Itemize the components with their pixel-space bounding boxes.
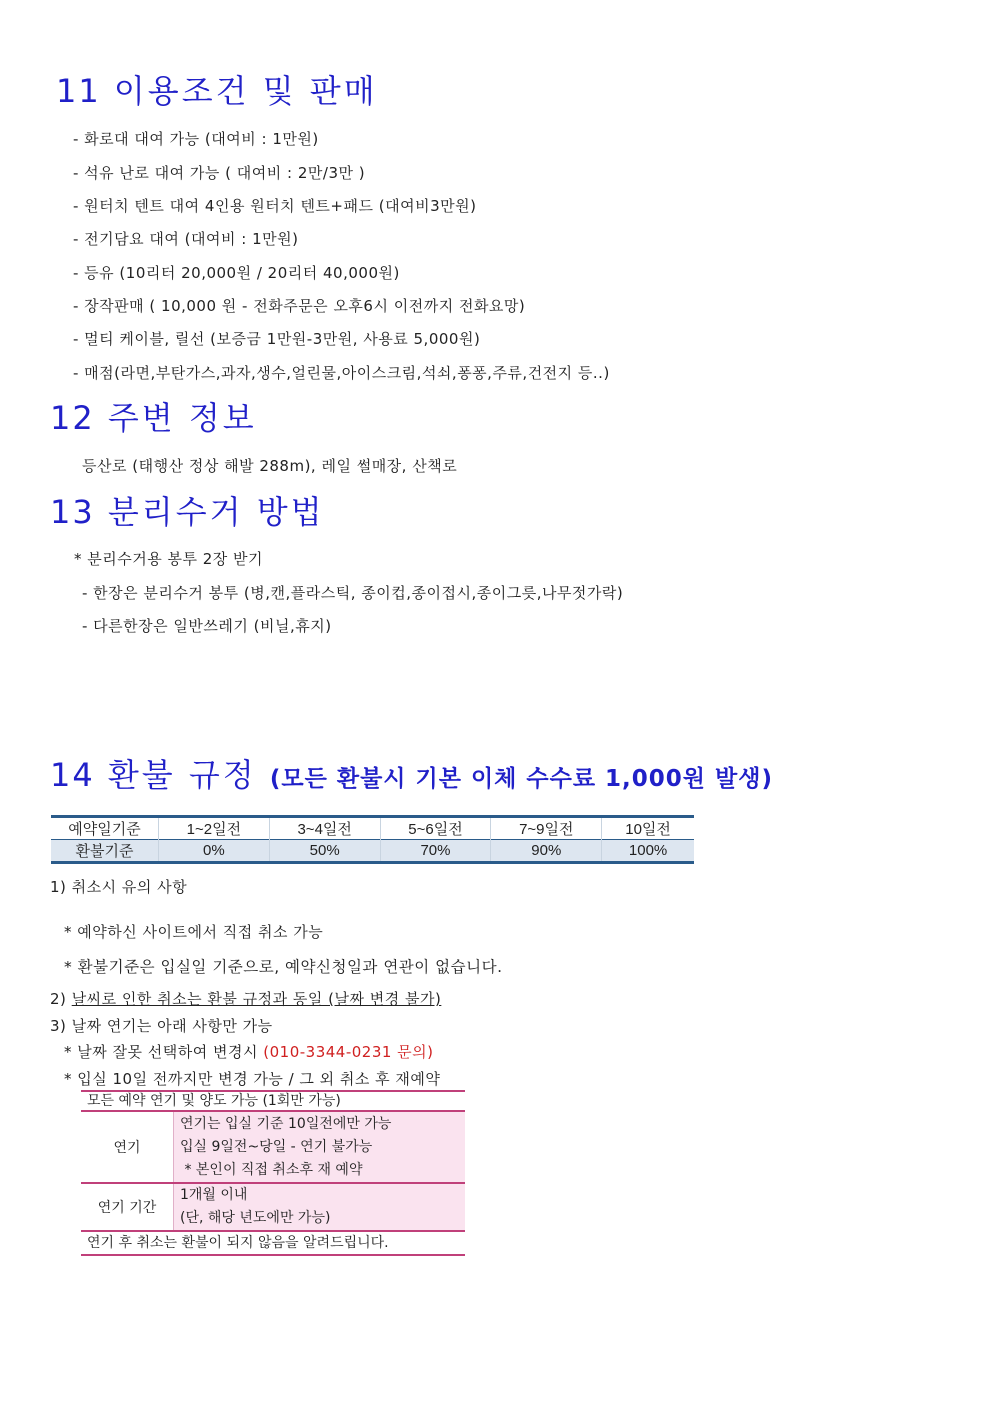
- note-item: * 예약하신 사이트에서 직접 취소 가능: [64, 923, 324, 941]
- section-note: (모든 환불시 기본 이체 수수료 1,000원 발생): [269, 766, 773, 792]
- note-underlined: 날씨로 인한 취소는 환불 규정과 동일 (날짜 변경 불가): [71, 990, 442, 1008]
- table-cell: 모든 예약 연기 및 양도 가능 (1회만 가능): [87, 1093, 341, 1109]
- section-14-heading: [50, 750, 773, 796]
- list-item: - 다른한장은 일반쓰레기 (비닐,휴지): [82, 617, 332, 635]
- section-11-heading: [56, 66, 378, 112]
- list-item: - 원터치 텐트 대여 4인용 원터치 텐트+패드 (대여비3만원): [73, 197, 477, 215]
- table-cell: 7~9일전: [491, 817, 602, 840]
- table-cell: 100%: [602, 840, 694, 863]
- table-cell: 환불기준: [51, 840, 159, 863]
- table-row: [51, 840, 694, 863]
- list-item: - 멀티 케이블, 릴선 (보증금 1만원-3만원, 사용료 5,000원): [73, 330, 481, 348]
- cell-line: 입실 9일전~당일 - 연기 불가능: [180, 1138, 373, 1155]
- section-title: 환불 규정: [107, 756, 257, 794]
- table-row: [51, 817, 694, 840]
- note-item: [64, 1041, 434, 1062]
- table-cell: [174, 1111, 466, 1183]
- list-item: - 석유 난로 대여 가능 ( 대여비 : 2만/3만 ): [73, 164, 366, 182]
- list-item: - 전기담요 대여 (대여비 : 1만원): [73, 230, 299, 248]
- cell-line: 연기는 입실 기준 10일전에만 가능: [180, 1115, 392, 1132]
- section-title: 주변 정보: [107, 399, 257, 437]
- list-item: - 한장은 분리수거 봉투 (병,캔,플라스틱, 종이컵,종이접시,종이그릇,나무젓가락): [82, 584, 624, 602]
- table-cell: 70%: [380, 840, 491, 863]
- delay-table: [81, 1090, 465, 1256]
- note-heading: 1) 취소시 유의 사항: [50, 878, 188, 896]
- note-heading: [50, 988, 441, 1009]
- section-number: 11: [56, 72, 101, 110]
- section-12-heading: [50, 393, 257, 439]
- cell-line: (단, 해당 년도에만 가능): [180, 1210, 331, 1226]
- list-item: - 화로대 대여 가능 (대여비 : 1만원): [73, 130, 319, 148]
- section-text: 등산로 (태행산 정상 해발 288m), 레일 썰매장, 산책로: [82, 457, 458, 475]
- note-item: * 입실 10일 전까지만 변경 가능 / 그 외 취소 후 재예약: [64, 1070, 441, 1088]
- section-13-heading: [50, 487, 325, 533]
- note-text: * 날짜 잘못 선택하여 변경시: [64, 1043, 258, 1061]
- list-item: - 매점(라면,부탄가스,과자,생수,얼린물,아이스크림,석쇠,퐁퐁,주류,건전지 등..): [73, 364, 610, 382]
- table-header-cell: 연기 기간: [81, 1183, 174, 1231]
- table-row: [81, 1231, 465, 1255]
- table-cell: 10일전: [602, 817, 694, 840]
- table-cell: 0%: [159, 840, 270, 863]
- table-row: [81, 1091, 465, 1111]
- cell-line: 1개월 이내: [180, 1187, 248, 1203]
- table-cell: 연기 후 취소는 환불이 되지 않음을 알려드립니다.: [81, 1231, 465, 1255]
- cell-line: * 본인이 직접 취소후 재 예약: [180, 1161, 363, 1178]
- list-item: - 장작판매 ( 10,000 원 - 전화주문은 오후6시 이전까지 전화요망): [73, 297, 526, 315]
- table-cell: 1~2일전: [159, 817, 270, 840]
- refund-table: [51, 815, 694, 864]
- table-cell: [174, 1183, 466, 1231]
- note-item: * 환불기준은 입실일 기준으로, 예약신청일과 연관이 없습니다.: [64, 958, 503, 976]
- table-cell: 50%: [269, 840, 380, 863]
- table-row: [81, 1183, 465, 1231]
- table-cell: 예약일기준: [68, 821, 141, 838]
- table-cell: 5~6일전: [380, 817, 491, 840]
- section-title: 분리수거 방법: [107, 493, 325, 531]
- contact-phone: (010-3344-0231 문의): [263, 1043, 434, 1061]
- note-heading: 3) 날짜 연기는 아래 사항만 가능: [50, 1017, 273, 1035]
- table-header-cell: 연기: [81, 1111, 174, 1183]
- section-number: 12: [50, 399, 95, 437]
- table-row: [81, 1111, 465, 1183]
- section-number: 14: [50, 756, 95, 794]
- table-cell: 3~4일전: [269, 817, 380, 840]
- list-item: - 등유 (10리터 20,000원 / 20리터 40,000원): [73, 264, 400, 282]
- note-number: 2): [50, 990, 67, 1008]
- table-cell: 90%: [491, 840, 602, 863]
- list-item: * 분리수거용 봉투 2장 받기: [74, 550, 264, 568]
- section-number: 13: [50, 493, 95, 531]
- section-title: 이용조건 및 판매: [113, 72, 378, 110]
